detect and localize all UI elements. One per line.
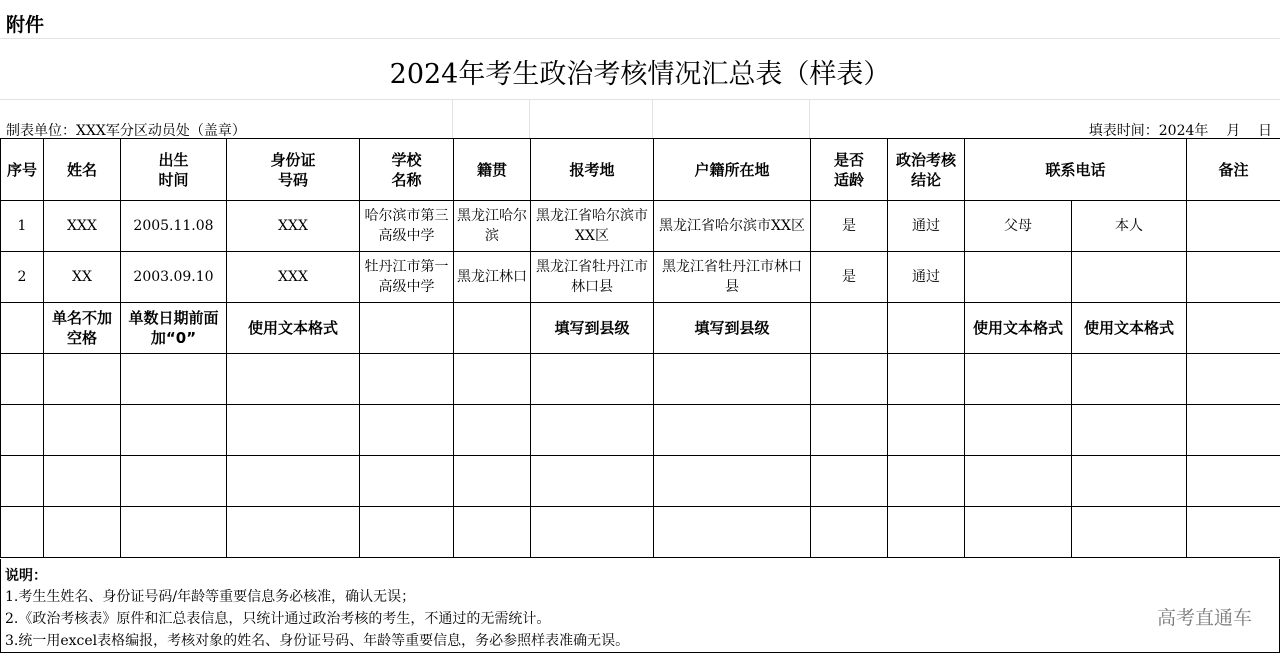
column-header: 序号 — [1, 139, 44, 201]
table-cell: 是 — [811, 252, 888, 303]
table-cell: 填写到县级 — [654, 303, 811, 354]
empty-cell[interactable] — [965, 507, 1072, 558]
table-cell — [1187, 201, 1280, 252]
empty-cell[interactable] — [531, 354, 654, 405]
table-cell: 使用文本格式 — [965, 303, 1072, 354]
table-cell: 单数日期前面加“0” — [121, 303, 227, 354]
table-cell — [888, 303, 965, 354]
empty-cell[interactable] — [1187, 354, 1280, 405]
empty-cell[interactable] — [121, 405, 227, 456]
gridline — [529, 99, 530, 138]
table-cell — [1187, 303, 1280, 354]
gridline — [809, 99, 810, 138]
summary-table — [0, 138, 1280, 558]
gridline — [452, 99, 453, 138]
empty-cell[interactable] — [360, 405, 454, 456]
empty-cell[interactable] — [1072, 456, 1187, 507]
gridline — [0, 38, 1280, 39]
table-cell: XXX — [227, 201, 360, 252]
table-cell: 是 — [811, 201, 888, 252]
empty-cell[interactable] — [227, 405, 360, 456]
empty-cell[interactable] — [811, 354, 888, 405]
empty-cell[interactable] — [888, 354, 965, 405]
table-cell: 黑龙江林口 — [454, 252, 531, 303]
empty-cell[interactable] — [811, 405, 888, 456]
empty-cell[interactable] — [227, 507, 360, 558]
empty-cell[interactable] — [44, 354, 121, 405]
empty-cell[interactable] — [654, 354, 811, 405]
gridline — [652, 99, 653, 138]
table-cell: 黑龙江哈尔滨 — [454, 201, 531, 252]
column-header: 联系电话 — [965, 139, 1187, 201]
empty-cell[interactable] — [654, 405, 811, 456]
table-cell: XXX — [44, 201, 121, 252]
table-cell — [1, 303, 44, 354]
table-cell: 黑龙江省哈尔滨市XX区 — [531, 201, 654, 252]
table-cell — [811, 303, 888, 354]
table-cell: 2 — [1, 252, 44, 303]
note-line: 1.考生生姓名、身份证号码/年龄等重要信息务必核准，确认无误； — [5, 589, 416, 605]
notes-section — [0, 559, 1280, 653]
empty-cell[interactable] — [454, 405, 531, 456]
column-header: 籍贯 — [454, 139, 531, 201]
empty-cell[interactable] — [1, 354, 44, 405]
header-row — [1, 139, 1280, 201]
table-cell: 哈尔滨市第三高级中学 — [360, 201, 454, 252]
empty-cell[interactable] — [44, 405, 121, 456]
table-cell: 通过 — [888, 201, 965, 252]
table-row — [1, 201, 1280, 252]
note-line: 3.统一用excel表格编报，考核对象的姓名、身份证号码、年龄等重要信息，务必参照样表准确无误。 — [5, 633, 630, 649]
column-header: 备注 — [1187, 139, 1280, 201]
empty-cell[interactable] — [227, 354, 360, 405]
empty-cell[interactable] — [531, 456, 654, 507]
empty-cell[interactable] — [965, 456, 1072, 507]
empty-cell[interactable] — [1, 405, 44, 456]
empty-cell[interactable] — [227, 456, 360, 507]
table-cell: 本人 — [1072, 201, 1187, 252]
table-cell: 黑龙江省哈尔滨市XX区 — [654, 201, 811, 252]
table-cell: 黑龙江省牡丹江市林口县 — [654, 252, 811, 303]
format-hint-row — [1, 303, 1280, 354]
empty-cell[interactable] — [121, 456, 227, 507]
table-cell: 单名不加空格 — [44, 303, 121, 354]
empty-cell[interactable] — [888, 456, 965, 507]
table-cell: XXX — [227, 252, 360, 303]
empty-cell[interactable] — [360, 456, 454, 507]
empty-cell[interactable] — [1187, 405, 1280, 456]
empty-cell[interactable] — [1187, 456, 1280, 507]
empty-cell[interactable] — [454, 507, 531, 558]
empty-cell[interactable] — [1, 456, 44, 507]
table-cell — [1072, 252, 1187, 303]
table-cell: 牡丹江市第一高级中学 — [360, 252, 454, 303]
notes-heading: 说明： — [5, 568, 47, 584]
page-title: 2024年考生政治考核情况汇总表（样表） — [389, 59, 891, 90]
empty-cell[interactable] — [965, 354, 1072, 405]
empty-cell[interactable] — [531, 507, 654, 558]
table-cell: 使用文本格式 — [1072, 303, 1187, 354]
empty-cell[interactable] — [121, 354, 227, 405]
table-row — [1, 252, 1280, 303]
column-header: 户籍所在地 — [654, 139, 811, 201]
column-header: 是否 适龄 — [811, 139, 888, 201]
table-cell — [1187, 252, 1280, 303]
empty-cell[interactable] — [1187, 507, 1280, 558]
table-cell — [360, 303, 454, 354]
empty-row — [1, 354, 1280, 405]
empty-cell[interactable] — [654, 507, 811, 558]
empty-row — [1, 507, 1280, 558]
table-cell: 父母 — [965, 201, 1072, 252]
fill-date: 填表时间：2024年 月 日 — [1088, 123, 1272, 139]
gridline — [0, 99, 1280, 100]
column-header: 报考地 — [531, 139, 654, 201]
table-cell: 2003.09.10 — [121, 252, 227, 303]
column-header: 学校 名称 — [360, 139, 454, 201]
table-cell: 黑龙江省牡丹江市林口县 — [531, 252, 654, 303]
table-cell: 1 — [1, 201, 44, 252]
empty-row — [1, 405, 1280, 456]
empty-cell[interactable] — [1072, 507, 1187, 558]
empty-cell[interactable] — [888, 507, 965, 558]
empty-cell[interactable] — [360, 354, 454, 405]
attachment-label: 附件 — [6, 14, 45, 36]
empty-cell[interactable] — [888, 405, 965, 456]
table-cell: 通过 — [888, 252, 965, 303]
empty-cell[interactable] — [121, 507, 227, 558]
empty-cell[interactable] — [1072, 405, 1187, 456]
empty-cell[interactable] — [811, 456, 888, 507]
column-header: 姓名 — [44, 139, 121, 201]
column-header: 身份证 号码 — [227, 139, 360, 201]
empty-cell[interactable] — [454, 354, 531, 405]
empty-cell[interactable] — [654, 456, 811, 507]
note-line: 2.《政治考核表》原件和汇总表信息，只统计通过政治考核的考生，不通过的无需统计。 — [5, 611, 551, 627]
table-cell — [965, 252, 1072, 303]
empty-cell[interactable] — [454, 456, 531, 507]
table-cell: 2005.11.08 — [121, 201, 227, 252]
empty-cell[interactable] — [965, 405, 1072, 456]
empty-cell[interactable] — [1, 507, 44, 558]
table-cell: 使用文本格式 — [227, 303, 360, 354]
table-cell: 填写到县级 — [531, 303, 654, 354]
empty-cell[interactable] — [1072, 354, 1187, 405]
empty-cell[interactable] — [811, 507, 888, 558]
empty-row — [1, 456, 1280, 507]
empty-cell[interactable] — [531, 405, 654, 456]
column-header: 出生 时间 — [121, 139, 227, 201]
column-header: 政治考核 结论 — [888, 139, 965, 201]
table-cell — [454, 303, 531, 354]
table-cell: XX — [44, 252, 121, 303]
empty-cell[interactable] — [360, 507, 454, 558]
empty-cell[interactable] — [44, 507, 121, 558]
empty-cell[interactable] — [44, 456, 121, 507]
issuing-unit: 制表单位：XXX军分区动员处（盖章） — [6, 123, 246, 139]
watermark: 高考直通车 — [1156, 607, 1252, 629]
